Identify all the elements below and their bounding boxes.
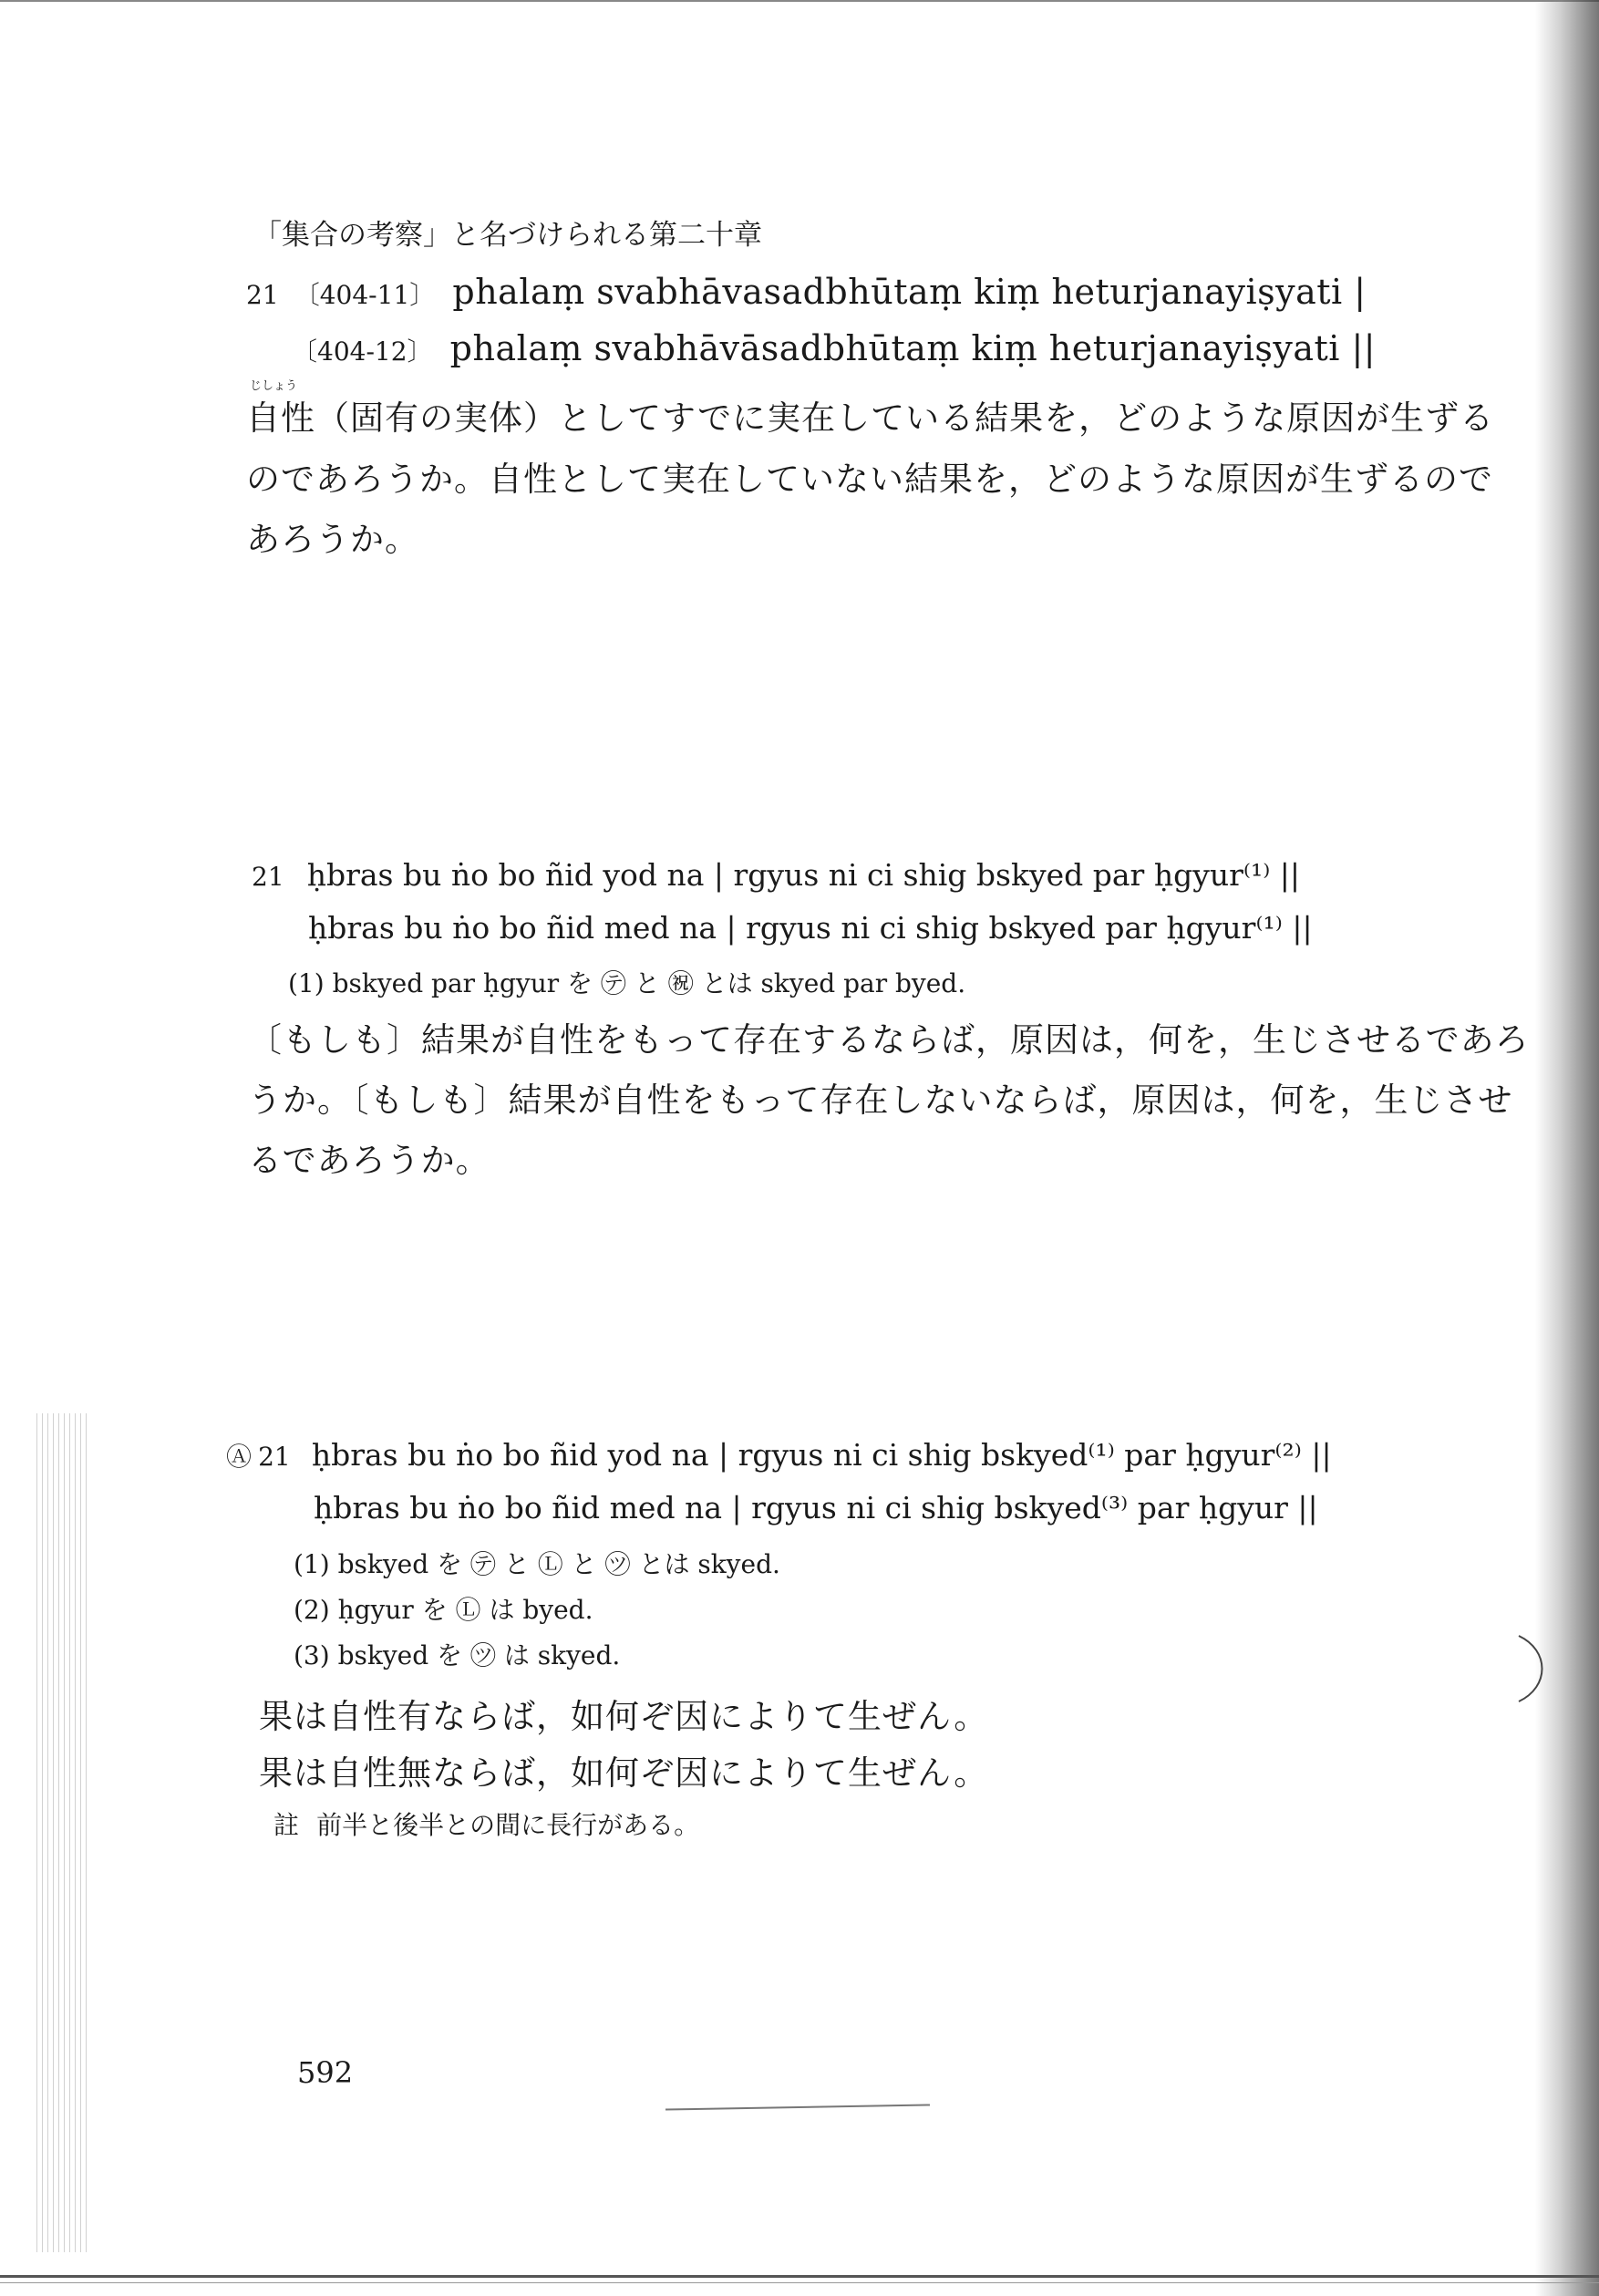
- tibetan-2-note-1: (1) bskyed を ㋢ と Ⓛ と ㋡ とは skyed.: [294, 1549, 780, 1579]
- sanskrit-text-2: phalaṃ svabhāvāsadbhūtaṃ kiṃ heturjanayiṣyati ||: [449, 328, 1377, 368]
- jp-translation-2-line-1: 〔もしも〕結果が自性をもって存在するならば，原因は，何を，生じさせるであろ: [248, 1020, 1530, 1060]
- sanskrit-text-1: phalaṃ svabhāvasadbhūtaṃ kiṃ heturjanayiṣyati |: [452, 272, 1367, 312]
- scan-shadow-right: [1535, 0, 1599, 2296]
- top-edge-line: [0, 0, 1599, 2]
- jp-translation-1-line-3: あろうか。: [246, 520, 419, 559]
- jp-translation-2-line-2: うか。〔もしも〕結果が自性をもって存在しないならば，原因は，何を，生じさせ: [248, 1081, 1513, 1120]
- kanbun-line-1: 果は自性有ならば，如何ぞ因によりて生ぜん。: [259, 1697, 989, 1736]
- verse-number: 21: [246, 280, 279, 310]
- tibetan-2-line-2: ḥbras bu ṅo bo ñid med na | rgyus ni ci shig bskyed⁽³⁾ par ḥgyur ||: [314, 1490, 1318, 1525]
- scan-noise-left: [36, 1413, 91, 2252]
- sanskrit-ref-1: 〔404-11〕: [294, 280, 436, 310]
- ruby-jishou: じしょう: [250, 379, 298, 393]
- tibetan-1-line-2: ḥbras bu ṅo bo ñid med na | rgyus ni ci shig bskyed par ḥgyur⁽¹⁾ ||: [308, 910, 1313, 946]
- sanskrit-line-1: [246, 272, 1367, 312]
- jp-translation-1-line-1: 自性（固有の実体）としてすでに実在している結果を，どのような原因が生ずる: [246, 398, 1495, 438]
- tibetan-2-line-1: [226, 1437, 1332, 1474]
- page-number: 592: [297, 2055, 354, 2090]
- tibetan-1-line-1: [252, 857, 1300, 893]
- sanskrit-ref-2: 〔404-12〕: [292, 336, 433, 367]
- jp-translation-2-line-3: るであろうか。: [248, 1141, 490, 1180]
- scan-mark-line: [665, 2104, 930, 2110]
- margin-mark-icon: [1513, 1632, 1550, 1705]
- note-text: 前半と後半との間に長行がある。: [316, 1810, 700, 1840]
- verse-number: 21: [258, 1442, 291, 1472]
- sanskrit-line-2: [292, 328, 1376, 368]
- kanbun-note: [273, 1805, 699, 1842]
- tibetan-1-note-1: (1) bskyed par ḥgyur を ㋢ と ㊗ とは skyed par byed.: [288, 968, 966, 998]
- tibetan-2-text-1: ḥbras bu ṅo bo ñid yod na | rgyus ni ci shig bskyed⁽¹⁾ par ḥgyur⁽²⁾ ||: [311, 1437, 1332, 1473]
- kanbun-line-2: 果は自性無ならば，如何ぞ因によりて生ぜん。: [259, 1753, 989, 1793]
- bottom-edge-line: [0, 2275, 1599, 2278]
- note-label: 註: [273, 1810, 300, 1840]
- chapter-header: 「集合の考察」と名づけられる第二十章: [253, 219, 762, 252]
- tibetan-1-text-1: ḥbras bu ṅo bo ñid yod na | rgyus ni ci shig bskyed par ḥgyur⁽¹⁾ ||: [306, 857, 1301, 893]
- tibetan-2-note-2: (2) ḥgyur を Ⓛ は byed.: [294, 1595, 593, 1625]
- edition-marker: Ⓐ: [226, 1442, 253, 1472]
- bottom-edge-line-2: [0, 2282, 1599, 2283]
- tibetan-2-note-3: (3) bskyed を ㋡ は skyed.: [294, 1640, 621, 1670]
- jp-translation-1-line-2: のであろうか。自性として実在していない結果を，どのような原因が生ずるので: [246, 460, 1493, 499]
- verse-number: 21: [252, 862, 284, 892]
